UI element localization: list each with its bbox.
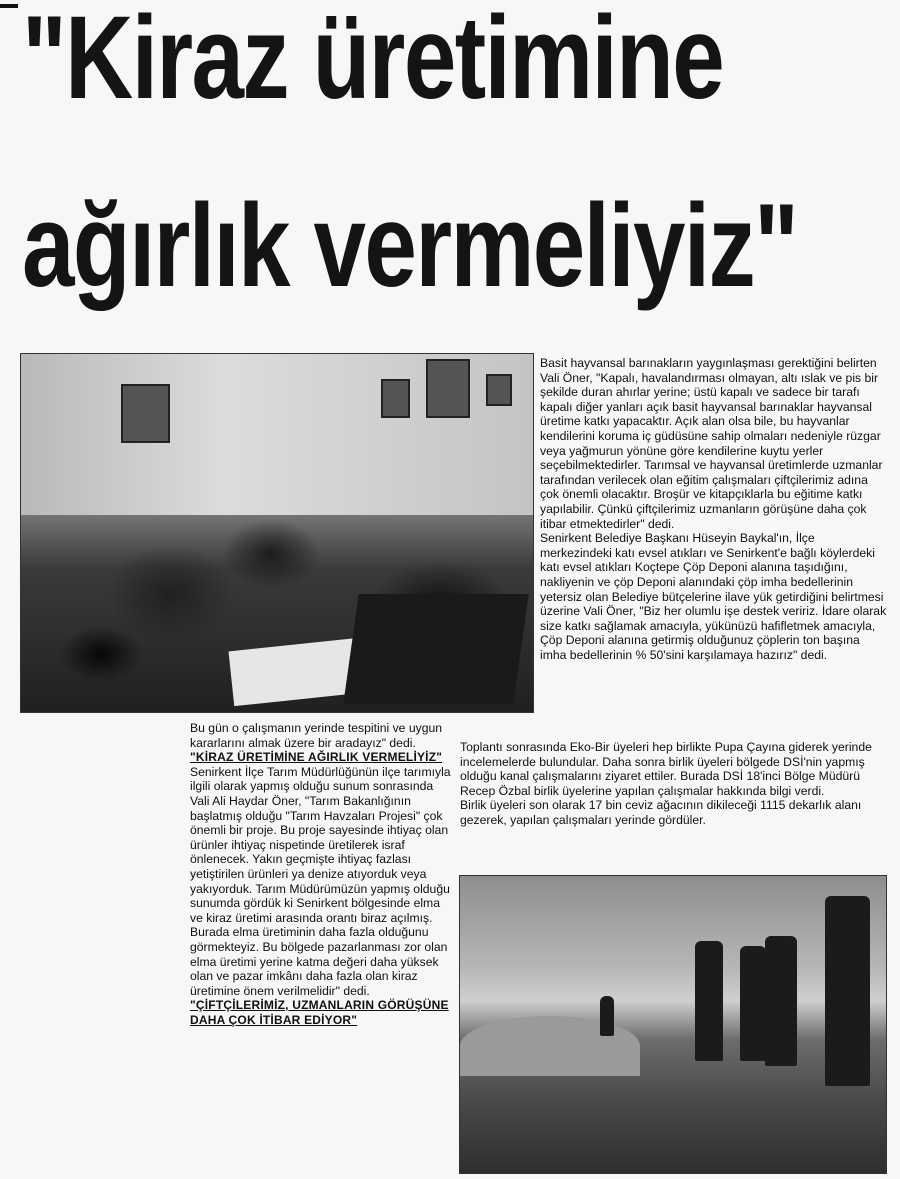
right-column [540,356,888,662]
paragraph: Birlik üyeleri son olarak 17 bin ceviz ağacının dikileceği 1115 dekarlık alanı gezerek, yapılan çalışmaları yerinde gördüler. [460,798,862,827]
wall-frame [381,379,410,418]
person-figure [600,996,614,1036]
wall-frame [486,374,512,406]
wall-frame [426,359,470,418]
paragraph: Toplantı sonrasında Eko-Bir üyeleri hep birlikte Pupa Çayına giderek yerinde incelemelerde bulundular. Daha sonra birlik üyeleri bölgede DSİ'nin yapmış olduğu kanal çalışmalarını ziyaret ettiler. Burada DSİ 18'inci Bölge Müdürü Recep Özbal birlik üyelerine yapılan çalışmalar hakkında bilgi verdi. [460,740,872,798]
person-figure [695,941,723,1061]
middle-column [460,740,892,828]
headline-line-1: "Kiraz üretimine [22,0,724,124]
person-figure [765,936,797,1066]
left-column [190,721,452,1027]
wall-frame [121,384,170,443]
subheading: "ÇİFTÇİLERİMİZ, UZMANLARIN GÖRÜŞÜNE DAHA ÇOK İTİBAR EDİYOR" [190,998,449,1027]
headline [22,0,798,312]
corner-mark [0,4,18,8]
headline-line-2: ağırlık vermeliyiz" [22,180,798,312]
subheading: "KİRAZ ÜRETİMİNE AĞIRLIK VERMELİYİZ" [190,750,443,765]
paragraph: Basit hayvansal barınakların yaygınlaşması gerektiğini belirten Vali Öner, "Kapalı, havalandırması olmayan, altı ıslak ve pis bir şekilde duran ahırlar yerine; üstü kapalı ve sadece bir tarafı kapalı diğer yanları açık basit hayvansal barınaklar hayvansal üretime katkı yapacaktır. Açık alan olsa bile, bu hayvanlar kendilerini koruma iç güdüsüne sahip olmaları nedeniyle rüzgar veya yağmurun yönüne göre kendilerine kuytu yerler seçebilmektedirler. Tarımsal ve hayvansal üretimlerde uzmanlar tarafından verilecek olan eğitim çalışmaları çiftçilerimiz adına çok önemli olacaktır. Broşür ve kitapçıklarla bu eğitime katkı yapılabilir. Çünkü çiftçilerimiz uzmanların görüşüne daha çok itibar etmektedirler" dedi. [540,356,883,531]
site-visit-photo [459,875,887,1174]
paragraph: Bu gün o çalışmanın yerinde tespitini ve uygun kararlarını almak üzere bir aradayız" dedi. [190,721,443,750]
paragraph: Senirkent Belediye Başkanı Hüseyin Baykal'ın, İlçe merkezindeki katı evsel atıkları ve Senirkent'e bağlı köylerdeki katı evsel atıkları Koçtepe Çöp Deponi alanına taşıdığını, nakliyenin ve çöp Deponi alanındaki çöp imha bedellerinin yetersiz olan Belediye bütçelerine ilave yük getirdiğini belirtmesi üzerine Vali Öner, "Biz her olumlu işe destek veririz. İdare olarak size katkı sağlamak amacıyla, yükünüzü hafifletmek amacıyla, Çöp Deponi alanına getirmiş olduğunuz çöplerin ton başına imha bedellerinin % 50'sini karşılamaya hazırız" dedi. [540,531,887,662]
paragraph: Senirkent İlçe Tarım Müdürlüğünün ilçe tarımıyla ilgili olarak yapmış olduğu sunum sonrasında Vali Ali Haydar Öner, "Tarım Bakanlığının başlatmış olduğu "Tarım Havzaları Projesi" çok önemli bir proje. Bu proje sayesinde ihtiyaç olan ürünler ihtiyaç nispetinde üretilerek israf önlenecek. Yakın geçmişte ihtiyaç fazlası yetiştirilen ürünleri ya denize atıyorduk veya yakıyorduk. Tarım Müdürümüzün yapmış olduğu sunumda gördük ki Senirkent bölgesinde elma ve kiraz üretimi arasında orantı biraz açılmış. Burada elma üretiminin daha fazla olduğunu görmekteyiz. Bu bölgede pazarlanması zor olan elma üretimi yerine katma değeri daha yüksek olan ve pazar imkânı daha fazla olan kiraz üretimine önem verilmelidir" dedi. [190,764,451,998]
meeting-photo [20,353,534,713]
laptop [343,594,528,704]
person-figure [825,896,870,1086]
person-figure [740,946,766,1061]
